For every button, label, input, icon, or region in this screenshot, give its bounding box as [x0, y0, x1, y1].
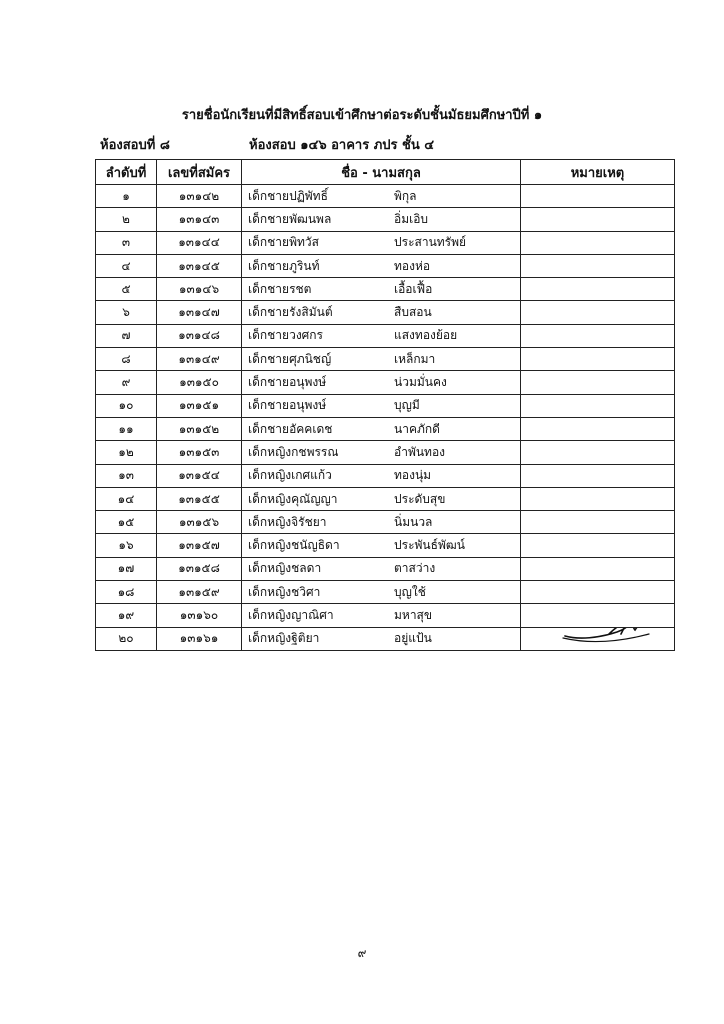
- row-remarks: [521, 208, 675, 231]
- row-number: ๒: [96, 208, 157, 231]
- table-row: [96, 441, 675, 464]
- row-last-name: ทองนุ่ม: [394, 468, 432, 483]
- header-application-no: เลขที่สมัคร: [157, 160, 242, 185]
- row-application-no: ๑๓๑๖๐: [157, 604, 242, 627]
- row-application-no: ๑๓๑๕๔: [157, 464, 242, 487]
- row-number: ๑๕: [96, 511, 157, 534]
- row-remarks: [521, 417, 675, 440]
- page-number: ๙: [357, 946, 367, 960]
- signature-icon: [559, 627, 659, 648]
- row-remarks: [521, 394, 675, 417]
- row-last-name: อิ่มเอิบ: [394, 211, 429, 226]
- row-name: [242, 324, 521, 347]
- row-number: ๕: [96, 278, 157, 301]
- row-first-name: เด็กหญิงจิรัชยา: [248, 514, 327, 529]
- row-application-no: ๑๓๑๕๑: [157, 394, 242, 417]
- row-application-no: ๑๓๑๔๓: [157, 208, 242, 231]
- row-remarks: [521, 557, 675, 580]
- table-row: [96, 464, 675, 487]
- row-remarks: [521, 301, 675, 324]
- row-number: ๘: [96, 348, 157, 371]
- row-name: [242, 557, 521, 580]
- table-row: [96, 604, 675, 627]
- row-last-name: นิ่มนวล: [394, 514, 433, 529]
- row-remarks: [521, 185, 675, 208]
- row-first-name: เด็กหญิงชวิศา: [248, 584, 321, 599]
- table-row: [96, 348, 675, 371]
- table-row: [96, 487, 675, 510]
- row-last-name: ประสานทรัพย์: [394, 235, 467, 250]
- header-remarks: หมายเหตุ: [521, 160, 675, 185]
- document-title: รายชื่อนักเรียนที่มีสิทธิ์สอบเข้าศึกษาต่อระดับชั้นมัธยมศึกษาปีที่ ๑: [181, 108, 543, 123]
- row-first-name: เด็กหญิงชนัญธิดา: [248, 538, 340, 553]
- row-first-name: เด็กชายภูรินท์: [248, 258, 320, 273]
- row-name: [242, 417, 521, 440]
- row-number: ๑๐: [96, 394, 157, 417]
- row-number: ๙: [96, 371, 157, 394]
- row-name: [242, 581, 521, 604]
- row-application-no: ๑๓๑๕๗: [157, 534, 242, 557]
- row-last-name: มหาสุข: [394, 607, 433, 622]
- row-number: ๑๘: [96, 581, 157, 604]
- table-row: [96, 185, 675, 208]
- row-remarks: [521, 464, 675, 487]
- header-name: ชื่อ - นามสกุล: [242, 160, 521, 185]
- row-last-name: นาคภักดี: [394, 421, 440, 436]
- row-application-no: ๑๓๑๕๙: [157, 581, 242, 604]
- row-number: ๖: [96, 301, 157, 324]
- row-number: ๑๑: [96, 417, 157, 440]
- row-last-name: อำพันทอง: [394, 444, 446, 459]
- row-name: [242, 208, 521, 231]
- row-first-name: เด็กชายปฏิพัทธิ์: [248, 188, 328, 203]
- row-first-name: เด็กชายศุภนิชญ์: [248, 351, 332, 366]
- row-first-name: เด็กชายพัฒนพล: [248, 211, 332, 226]
- row-first-name: เด็กชายรชต: [248, 281, 312, 296]
- row-application-no: ๑๓๑๔๖: [157, 278, 242, 301]
- row-name: [242, 301, 521, 324]
- table-row: [96, 254, 675, 277]
- row-name: [242, 604, 521, 627]
- row-application-no: ๑๓๑๕๘: [157, 557, 242, 580]
- row-name: [242, 487, 521, 510]
- row-first-name: เด็กชายรังสิมันต์: [248, 305, 333, 320]
- table-row: [96, 278, 675, 301]
- table-row: [96, 627, 675, 650]
- row-last-name: ประดับสุข: [394, 491, 446, 506]
- row-application-no: ๑๓๑๖๑: [157, 627, 242, 650]
- row-number: ๑๙: [96, 604, 157, 627]
- row-last-name: บุญมี: [394, 398, 420, 413]
- row-name: [242, 254, 521, 277]
- row-remarks: [521, 348, 675, 371]
- row-name: [242, 534, 521, 557]
- row-remarks: [521, 254, 675, 277]
- row-remarks: [521, 581, 675, 604]
- row-first-name: เด็กชายอัคคเดช: [248, 421, 333, 436]
- row-remarks: [521, 604, 675, 627]
- row-number: ๑: [96, 185, 157, 208]
- row-first-name: เด็กหญิงชลดา: [248, 561, 322, 576]
- row-last-name: พิกุล: [394, 188, 417, 203]
- row-name: [242, 371, 521, 394]
- row-application-no: ๑๓๑๕๒: [157, 417, 242, 440]
- row-application-no: ๑๓๑๔๒: [157, 185, 242, 208]
- row-name: [242, 627, 521, 650]
- table-row: [96, 557, 675, 580]
- table-row: [96, 208, 675, 231]
- row-remarks: [521, 231, 675, 254]
- row-name: [242, 185, 521, 208]
- row-application-no: ๑๓๑๔๕: [157, 254, 242, 277]
- row-remarks: [521, 441, 675, 464]
- row-last-name: เหล็กมา: [394, 351, 436, 366]
- row-application-no: ๑๓๑๔๘: [157, 324, 242, 347]
- row-last-name: สืบสอน: [394, 305, 432, 320]
- row-application-no: ๑๓๑๕๖: [157, 511, 242, 534]
- table-row: [96, 534, 675, 557]
- row-last-name: เอื้อเฟื้อ: [394, 281, 433, 296]
- table-row: [96, 324, 675, 347]
- row-remarks: [521, 511, 675, 534]
- row-application-no: ๑๓๑๕๓: [157, 441, 242, 464]
- row-remarks: [521, 627, 675, 650]
- table-row: [96, 301, 675, 324]
- row-last-name: ตาสว่าง: [394, 561, 436, 576]
- exam-room-detail: ห้องสอบ ๑๔๖ อาคาร ภปร ชั้น ๔: [249, 138, 435, 153]
- row-application-no: ๑๓๑๔๙: [157, 348, 242, 371]
- row-remarks: [521, 278, 675, 301]
- row-name: [242, 441, 521, 464]
- row-first-name: เด็กหญิงฐิติยา: [248, 631, 320, 646]
- row-application-no: ๑๓๑๔๔: [157, 231, 242, 254]
- table-row: [96, 511, 675, 534]
- table-row: [96, 581, 675, 604]
- row-first-name: เด็กหญิงกชพรรณ: [248, 444, 339, 459]
- row-number: ๑๒: [96, 441, 157, 464]
- row-remarks: [521, 371, 675, 394]
- row-first-name: เด็กชายวงศกร: [248, 328, 323, 343]
- row-number: ๔: [96, 254, 157, 277]
- row-number: ๒๐: [96, 627, 157, 650]
- row-name: [242, 278, 521, 301]
- row-remarks: [521, 534, 675, 557]
- row-remarks: [521, 487, 675, 510]
- row-name: [242, 394, 521, 417]
- row-remarks: [521, 324, 675, 347]
- table-row: [96, 231, 675, 254]
- row-number: ๑๗: [96, 557, 157, 580]
- table-row: [96, 417, 675, 440]
- table-header-row: [96, 160, 675, 185]
- row-first-name: เด็กหญิงคุณัญญา: [248, 491, 338, 506]
- row-last-name: น่วมมั่นคง: [394, 375, 447, 390]
- row-name: [242, 464, 521, 487]
- row-application-no: ๑๓๑๕๕: [157, 487, 242, 510]
- row-application-no: ๑๓๑๕๐: [157, 371, 242, 394]
- table-row: [96, 394, 675, 417]
- row-last-name: อยู่แป้น: [394, 631, 432, 646]
- table-row: [96, 371, 675, 394]
- row-name: [242, 231, 521, 254]
- row-first-name: เด็กชายพิทวัส: [248, 235, 319, 250]
- row-first-name: เด็กชายอนุพงษ์: [248, 398, 327, 413]
- row-last-name: แสงทองย้อย: [394, 328, 458, 343]
- row-first-name: เด็กหญิงเกศแก้ว: [248, 468, 332, 483]
- row-number: ๓: [96, 231, 157, 254]
- row-name: [242, 511, 521, 534]
- row-first-name: เด็กชายอนุพงษ์: [248, 375, 327, 390]
- row-last-name: ทองห่อ: [394, 258, 431, 273]
- row-number: ๑๓: [96, 464, 157, 487]
- row-number: ๑๔: [96, 487, 157, 510]
- header-number: ลำดับที่: [96, 160, 157, 185]
- candidate-table: [95, 159, 675, 651]
- row-name: [242, 348, 521, 371]
- row-application-no: ๑๓๑๔๗: [157, 301, 242, 324]
- row-number: ๗: [96, 324, 157, 347]
- row-last-name: บุญใช้: [394, 584, 426, 599]
- row-first-name: เด็กหญิงญาณิศา: [248, 607, 334, 622]
- exam-room-label: ห้องสอบที่ ๘: [100, 138, 170, 153]
- row-last-name: ประพันธ์พัฒน์: [394, 538, 465, 553]
- row-number: ๑๖: [96, 534, 157, 557]
